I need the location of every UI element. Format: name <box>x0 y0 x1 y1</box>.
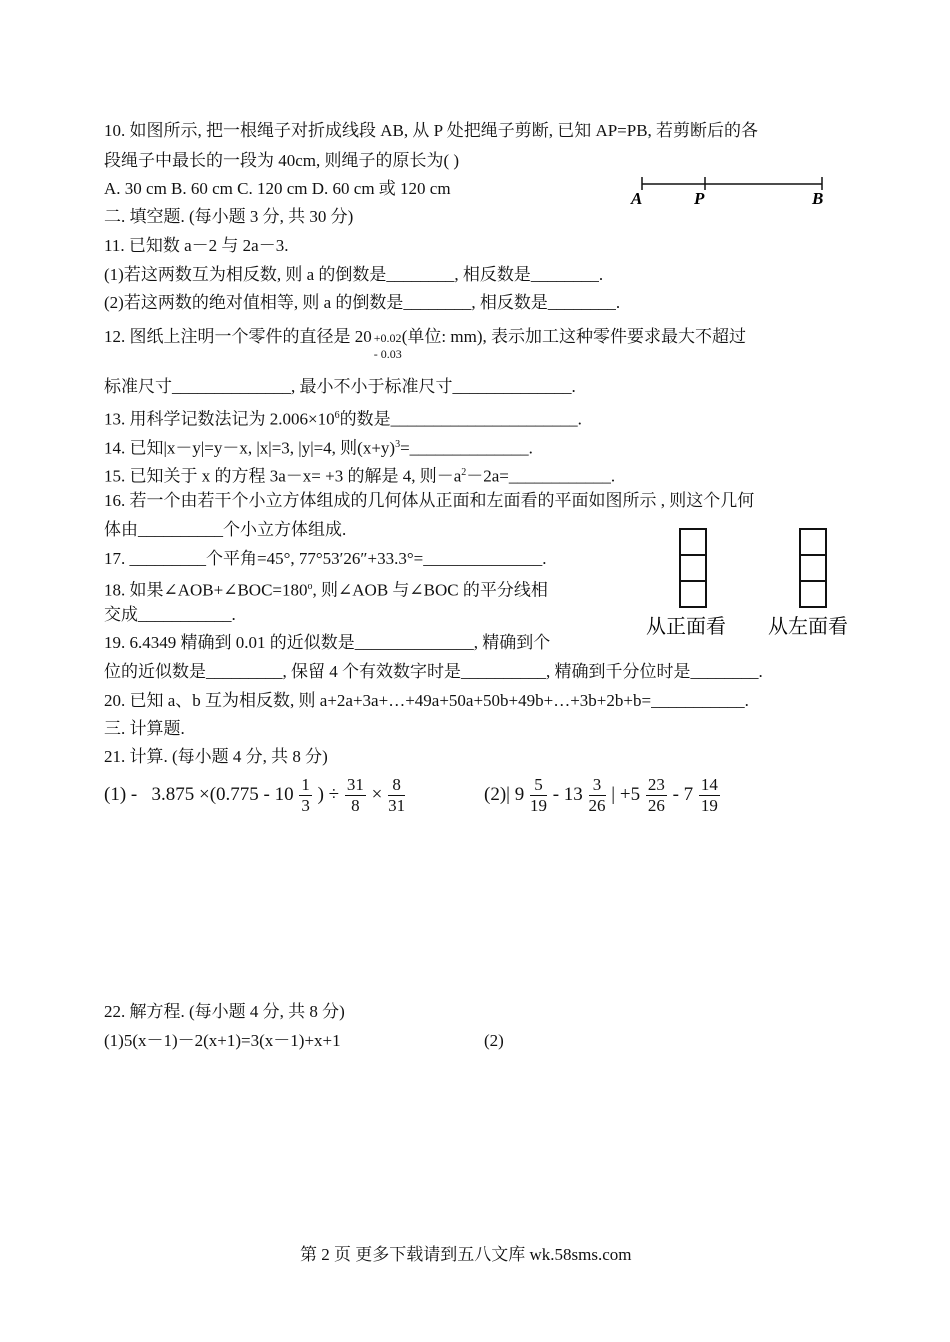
q12-post: (单位: mm), 表示加工这种零件要求最大不超过 <box>401 326 746 346</box>
q21-p1-expr-c: × <box>371 783 383 805</box>
denominator: 26 <box>647 796 665 815</box>
point-a-label: A <box>631 189 643 208</box>
numerator: 1 <box>301 775 310 794</box>
q12-line1 <box>104 322 746 361</box>
q16-line2: 体由__________个小立方体组成. <box>104 520 347 539</box>
numerator: 23 <box>647 775 665 794</box>
q12-line2: 标准尺寸______________, 最小不小于标准尺寸______________. <box>104 377 576 396</box>
q12-pre: 12. 图纸上注明一个零件的直径是 20 <box>104 326 372 346</box>
cube-views-figure <box>640 525 870 643</box>
q15 <box>104 462 615 488</box>
point-b-label: B <box>812 189 824 208</box>
page-footer: 第 2 页 更多下载请到五八文库 wk.58sms.com <box>300 1245 632 1264</box>
numerator: 3 <box>589 775 606 796</box>
q21-p2-expr-c: - 7 <box>672 783 694 805</box>
fraction <box>699 775 720 816</box>
q21-title: 21. 计算. (每小题 4 分, 共 8 分) <box>104 747 328 766</box>
denominator: 3 <box>301 796 310 815</box>
q18-degree: o <box>307 581 313 592</box>
q11-part2: (2)若这两数的绝对值相等, 则 a 的倒数是________, 相反数是________. <box>104 293 621 312</box>
denominator: 31 <box>388 796 406 815</box>
numerator: 5 <box>530 775 547 796</box>
q13-post: 的数是______________________. <box>339 409 582 429</box>
fraction <box>530 775 547 816</box>
q22-title: 22. 解方程. (每小题 4 分, 共 8 分) <box>104 1002 345 1021</box>
q14-exp: 3 <box>395 439 401 450</box>
section-3-heading: 三. 计算题. <box>104 719 185 738</box>
point-p-label: P <box>694 189 705 208</box>
q21-p2-expr-b: | +5 <box>611 783 641 805</box>
q18-post: , 则∠AOB 与∠BOC 的平分线相 <box>312 580 548 600</box>
q22-part2: (2) <box>484 1031 504 1050</box>
fraction <box>345 775 366 816</box>
q15-post: －2a=____________. <box>466 466 616 486</box>
q11-stem: 11. 已知数 a－2 与 2a－3. <box>104 236 289 255</box>
q13-exp: 6 <box>334 410 340 421</box>
q16-line1: 16. 若一个由若干个小立方体组成的几何体从正面和左面看的平面如图所示 , 则这个几何 <box>104 491 755 510</box>
segment-figure <box>625 170 835 210</box>
q15-exp: 2 <box>461 467 467 478</box>
q17: 17. _________个平角=45°, 77°53′26″+33.3°=______________. <box>104 549 547 568</box>
q21-p1-prefix: (1) - <box>104 783 138 805</box>
numerator: 31 <box>346 775 364 794</box>
fraction <box>646 775 667 816</box>
q21-p1-expr-a: 3.875 ×(0.775 - 10 <box>151 783 294 805</box>
q19-line2: 位的近似数是_________, 保留 4 个有效数字时是__________, 精确到千分位时是________. <box>104 662 763 681</box>
denominator: 19 <box>529 796 547 815</box>
section-2-heading: 二. 填空题. (每小题 3 分, 共 30 分) <box>104 207 354 226</box>
q14-pre: 14. 已知|x－y|=y－x, |x|=3, |y|=4, 则(x+y) <box>104 438 396 458</box>
fraction <box>388 775 405 816</box>
tolerance-lower: - 0.03 <box>373 347 402 361</box>
q12-tolerance <box>374 330 402 362</box>
q11-part1: (1)若这两数互为相反数, 则 a 的倒数是________, 相反数是________. <box>104 265 604 284</box>
q10-line1: 10. 如图所示, 把一根绳子对折成线段 AB, 从 P 处把绳子剪断, 已知 AP=PB, 若剪断后的各 <box>104 121 759 140</box>
left-view-label: 从左面看 <box>768 614 848 638</box>
numerator: 8 <box>388 775 405 796</box>
q20: 20. 已知 a、b 互为相反数, 则 a+2a+3a+…+49a+50a+50b+49b+…+3b+2b+b=___________. <box>104 691 749 710</box>
q21-part1 <box>104 775 406 816</box>
numerator: 14 <box>700 775 718 794</box>
q21-part2 <box>484 775 721 816</box>
q14 <box>104 434 533 460</box>
q10-options: A. 30 cm B. 60 cm C. 120 cm D. 60 cm 或 120 cm <box>104 179 451 198</box>
q13-pre: 13. 用科学记数法记为 2.006×10 <box>104 409 335 429</box>
fraction <box>299 775 312 816</box>
front-view-label: 从正面看 <box>646 614 726 638</box>
denominator: 19 <box>700 796 718 815</box>
q18-line1 <box>104 576 548 602</box>
q18-line2: 交成___________. <box>104 605 236 624</box>
fraction <box>589 775 606 816</box>
q19-line1: 19. 6.4349 精确到 0.01 的近似数是______________, 精确到个 <box>104 633 551 652</box>
q13 <box>104 405 582 431</box>
q15-pre: 15. 已知关于 x 的方程 3a－x= +3 的解是 4, 则－a <box>104 466 462 486</box>
denominator: 26 <box>588 796 606 815</box>
q21-p1-expr-b: ) ÷ <box>317 783 340 805</box>
q10-line2: 段绳子中最长的一段为 40cm, 则绳子的原长为( ) <box>104 151 460 170</box>
q18-pre: 18. 如果∠AOB+∠BOC=180 <box>104 580 308 600</box>
q21-p2-prefix: (2)| 9 <box>484 783 525 805</box>
q14-post: =______________. <box>400 438 533 458</box>
q21-p2-expr-a: - 13 <box>552 783 583 805</box>
tolerance-upper: +0.02 <box>373 331 402 345</box>
q22-part1: (1)5(x－1)－2(x+1)=3(x－1)+x+1 <box>104 1031 341 1050</box>
denominator: 8 <box>351 796 360 815</box>
